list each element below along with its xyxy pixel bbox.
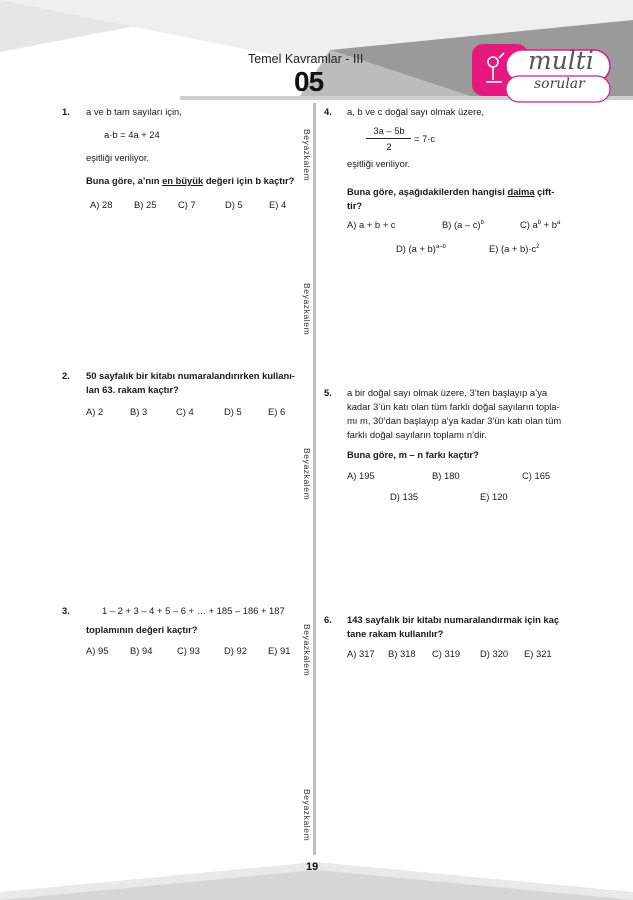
option-c[interactable]: C) 165 — [522, 470, 551, 481]
option-b[interactable]: B) 180 — [432, 470, 460, 481]
header-title: Temel Kavramlar - III — [248, 52, 364, 66]
multi-sorular-logo — [466, 40, 612, 106]
logo-sorular: sorular — [534, 76, 585, 92]
logo-multi: multi — [528, 46, 594, 75]
option-d[interactable]: D) 135 — [390, 491, 419, 502]
question-number: 3. — [62, 605, 70, 616]
question-number: 6. — [324, 614, 332, 625]
option-d[interactable]: D) 320 — [480, 648, 509, 659]
footer-banner — [0, 852, 633, 900]
prompt-emphasis: en büyük — [162, 175, 204, 186]
prompt-part: Buna göre, a’nın — [86, 175, 163, 186]
prompt-part: değeri için b kaçtır? — [203, 175, 295, 186]
option-e[interactable]: E) 91 — [268, 645, 291, 656]
option-text: + b — [541, 219, 557, 230]
question-prompt — [86, 173, 294, 188]
option-a[interactable]: A) 317 — [347, 648, 375, 659]
fraction-denominator: 2 — [386, 141, 392, 152]
question-prompt-line-1 — [347, 184, 554, 199]
exponent: a — [556, 219, 561, 226]
option-text: D) (a + b) — [396, 243, 436, 254]
question-number: 2. — [62, 370, 70, 381]
question-line-1: 143 sayfalık bir kitabı numaralandırmak için kaç — [347, 614, 560, 625]
question-number: 5. — [324, 387, 332, 398]
side-label-4: Beyazkalem — [302, 624, 312, 677]
option-b[interactable]: B) 25 — [134, 199, 157, 210]
side-label-2: Beyazkalem — [302, 283, 312, 336]
column-divider — [313, 103, 316, 855]
question-prompt: toplamının değeri kaçtır? — [86, 624, 198, 635]
equation-rhs: = 7·c — [414, 133, 436, 144]
option-a[interactable]: A) 95 — [86, 645, 109, 656]
fraction-numerator: 3a – 5b — [373, 125, 405, 136]
question-prompt-line-2: tir? — [347, 200, 363, 211]
question-intro: a, b ve c doğal sayı olmak üzere, — [347, 106, 485, 117]
side-label-1: Beyazkalem — [302, 129, 312, 182]
option-c[interactable]: C) 4 — [176, 406, 194, 417]
exponent: b — [480, 219, 484, 226]
sum-expression: 1 – 2 + 3 – 4 + 5 – 6 + … + 185 – 186 + 187 — [102, 605, 285, 616]
option-d[interactable]: D) 5 — [225, 199, 243, 210]
question-number: 1. — [62, 106, 70, 117]
prompt-part: Buna göre, aşağıdakilerden hangisi — [347, 186, 508, 197]
option-e[interactable]: E) 6 — [268, 406, 286, 417]
question-line-2: tane rakam kullanılır? — [347, 628, 444, 639]
question-prompt: Buna göre, m – n farkı kaçtır? — [347, 449, 479, 460]
header-number: 05 — [294, 66, 324, 97]
option-a[interactable]: A) a + b + c — [347, 219, 396, 230]
option-c[interactable] — [520, 219, 560, 230]
side-label-5: Beyazkalem — [302, 789, 312, 842]
option-c[interactable]: C) 319 — [432, 648, 461, 659]
equation: a·b = 4a + 24 — [104, 129, 160, 140]
question-line: kadar 3’ün katı olan tüm farklı doğal sayıların topla- — [347, 401, 560, 412]
option-d[interactable]: D) 92 — [224, 645, 247, 656]
option-d[interactable]: D) 5 — [224, 406, 242, 417]
question-intro: a ve b tam sayıları için, — [86, 106, 182, 117]
page-number: 19 — [306, 861, 319, 873]
option-c[interactable]: C) 7 — [178, 199, 196, 210]
option-text: C) a — [520, 219, 538, 230]
given-text: eşitliği veriliyor. — [86, 152, 150, 163]
option-e[interactable]: E) 321 — [524, 648, 552, 659]
option-text: E) (a + b)·c — [489, 243, 537, 254]
option-b[interactable]: B) 94 — [130, 645, 153, 656]
option-e[interactable] — [489, 243, 540, 254]
option-e[interactable]: E) 4 — [269, 199, 287, 210]
option-text: B) (a – c) — [442, 219, 481, 230]
prompt-emphasis: daima — [507, 186, 535, 197]
option-b[interactable]: B) 318 — [388, 648, 416, 659]
option-b[interactable] — [442, 219, 484, 230]
given-text: eşitliği veriliyor. — [347, 158, 411, 169]
question-line-1: 50 sayfalık bir kitabı numaralandırırken kullanı- — [86, 370, 295, 381]
option-d[interactable] — [396, 243, 446, 254]
question-line-2: lan 63. rakam kaçtır? — [86, 384, 179, 395]
exponent: b — [537, 219, 542, 226]
option-a[interactable]: A) 195 — [347, 470, 375, 481]
question-line: farklı doğal sayıların toplamı n’dir. — [347, 429, 487, 440]
option-b[interactable]: B) 3 — [130, 406, 148, 417]
question-number: 4. — [324, 106, 332, 117]
exponent: 2 — [536, 243, 540, 250]
prompt-part: çift- — [534, 186, 555, 197]
option-a[interactable]: A) 28 — [90, 199, 113, 210]
option-e[interactable]: E) 120 — [480, 491, 508, 502]
option-a[interactable]: A) 2 — [86, 406, 104, 417]
side-label-3: Beyazkalem — [302, 448, 312, 501]
question-line: a bir doğal sayı olmak üzere, 3’ten başlayıp a’ya — [347, 387, 548, 398]
question-line: mı m, 30’dan başlayıp a’ya kadar 3’ün katı olan tüm — [347, 415, 562, 426]
exponent: a–b — [435, 243, 446, 250]
option-c[interactable]: C) 93 — [177, 645, 200, 656]
